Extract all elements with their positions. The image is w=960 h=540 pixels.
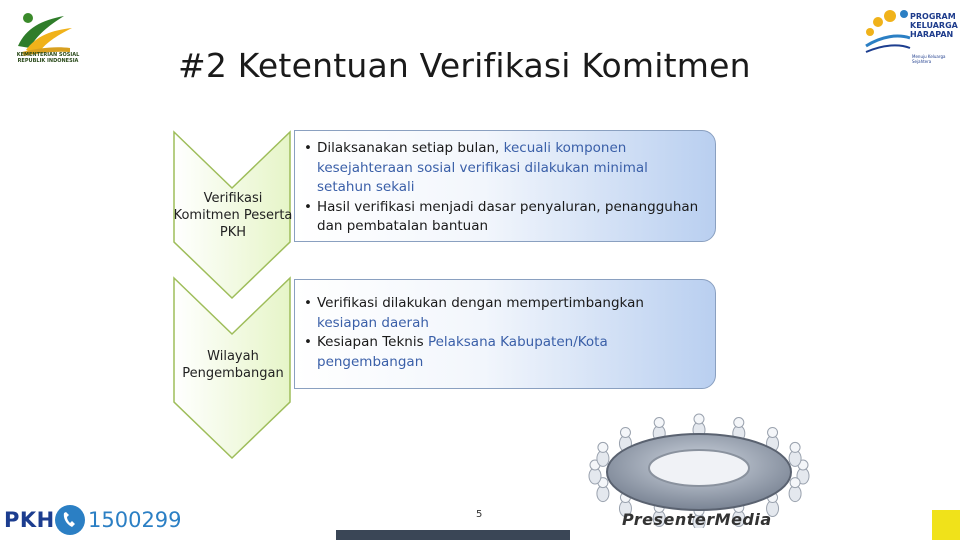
- person-head: [734, 418, 744, 428]
- section-label-line: Komitmen Peserta: [173, 208, 293, 223]
- bullet-line: kesejahteraan sosial verifikasi dilakukan minimal: [317, 159, 648, 176]
- section-label-line: Pengembangan: [182, 366, 284, 381]
- bullet-list: [295, 294, 709, 372]
- pkh-label: PKH: [4, 508, 55, 532]
- bullet-item: [317, 198, 709, 237]
- content-box-wilayah: [294, 279, 716, 389]
- pkh-program-logo-name: [910, 12, 958, 39]
- section-label-wilayah: [172, 348, 294, 382]
- bullet-item: [317, 333, 709, 372]
- bullet-line: setahun sekali: [317, 179, 415, 195]
- person-head: [620, 427, 630, 437]
- person-head: [790, 442, 800, 452]
- bullet-line: pengembangan: [317, 353, 424, 370]
- person-head: [790, 478, 800, 488]
- section-label-line: Wilayah: [207, 349, 259, 364]
- page-title: #2 Ketentuan Verifikasi Komitmen: [178, 46, 751, 85]
- phone-icon: [54, 504, 86, 536]
- bullet-line: • Verifikasi dilakukan dengan mempertimbangkan: [317, 295, 644, 311]
- person-head: [654, 418, 664, 428]
- person-head: [768, 427, 778, 437]
- logo-name-line: HARAPAN: [910, 30, 954, 39]
- bullet-line: [317, 139, 709, 159]
- bullet-text-highlight: Pelaksana Kabupaten/Kota: [427, 334, 608, 350]
- pkh-program-tagline: Menuju Keluarga Sejahtera: [912, 54, 946, 64]
- watermark-brand-2: Media: [714, 510, 772, 529]
- page-number: 5: [476, 509, 483, 520]
- section-label-line: PKH: [219, 225, 247, 240]
- bullet-text-highlight: kecuali komponen: [503, 140, 627, 156]
- presentermedia-watermark: [622, 510, 772, 529]
- bullet-line: kesiapan daerah: [317, 314, 429, 331]
- section-label-verifikasi: [172, 190, 294, 241]
- hotline-number: 1500299: [88, 508, 182, 532]
- bullet-item: [317, 139, 709, 198]
- watermark-brand: Presenter: [622, 510, 715, 529]
- content-box-verifikasi: [294, 130, 716, 242]
- bullet-item: [317, 294, 709, 333]
- section-label-line: Verifikasi: [203, 191, 263, 206]
- corner-accent: [932, 510, 960, 540]
- bottom-bar: [336, 530, 570, 540]
- bullet-list: [295, 139, 709, 237]
- person-head: [694, 414, 704, 424]
- bullet-line: dan pembatalan bantuan: [317, 218, 489, 234]
- person-head: [598, 442, 608, 452]
- bullet-line: • Hasil verifikasi menjadi dasar penyaluran, penangguhan: [317, 198, 699, 215]
- bullet-line: [317, 333, 709, 353]
- bullet-text: Kesiapan Teknis: [317, 334, 428, 350]
- logo-name-line: PROGRAM: [910, 12, 956, 21]
- gear-hub: [649, 450, 749, 486]
- chevron-process-graphic: [172, 130, 294, 462]
- kemensos-logo-text: KEMENTERIAN SOSIAL REPUBLIK INDONESIA: [16, 52, 80, 64]
- logo-name-line: KELUARGA: [910, 21, 958, 30]
- bullet-text: Dilaksanakan setiap bulan,: [317, 140, 504, 156]
